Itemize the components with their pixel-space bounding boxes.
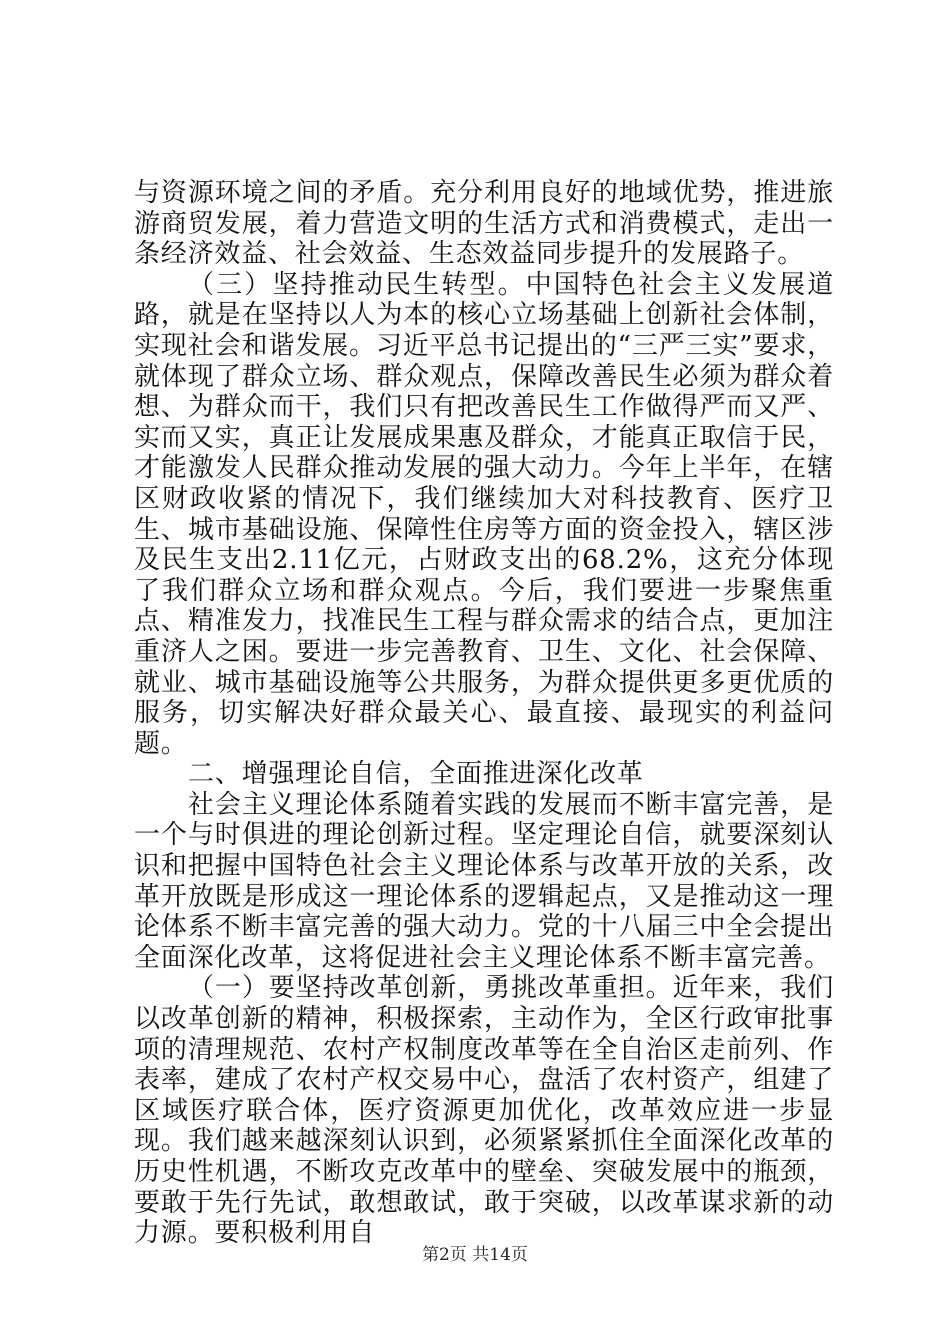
- section-heading: 二、增强理论自信，全面推进深化改革: [188, 759, 644, 790]
- page-number-footer: 第2页 共14页: [422, 1245, 528, 1265]
- paragraph-theory: 社会主义理论体系随着实践的发展而不断丰富完善，是一个与时俱进的理论创新过程。坚定理论自信，就要深刻认识和把握中国特色社会主义理论体系与改革开放的关系，改革开放既是形成这一理论体系的逻辑起点，又是推动这一理论体系不断丰富完善的强大动力。党的十八届三中全会提出全面深化改革，这将促进社会主义理论体系不断丰富完善。: [134, 789, 834, 973]
- paragraph-livelihood: （三）坚持推动民生转型。中国特色社会主义发展道路，就是在坚持以人为本的核心立场基础上创新社会体制，实现社会和谐发展。习近平总书记提出的“三严三实”要求，就体现了群众立场、群众观点，保障改善民生必须为群众着想、为群众而干，我们只有把改善民生工作做得严而又严、实而又实，真正让发展成果惠及群众，才能真正取信于民，才能激发人民群众推动发展的强大动力。今年上半年，在辖区财政收紧的情况下，我们继续加大对科技教育、医疗卫生、城市基础设施、保障性住房等方面的资金投入，辖区涉及民生支出2.11亿元，占财政支出的68.2%，这充分体现了我们群众立场和群众观点。今后，我们要进一步聚焦重点、精准发力，找准民生工程与群众需求的结合点，更加注重济人之困。要进一步完善教育、卫生、文化、社会保障、就业、城市基础设施等公共服务，为群众提供更多更优质的服务，切实解决好群众最关心、最直接、最现实的利益问题。: [134, 269, 834, 759]
- document-body: [134, 178, 834, 1249]
- paragraph-reform: （一）要坚持改革创新，勇挑改革重担。近年来，我们以改革创新的精神，积极探索，主动作为，全区行政审批事项的清理规范、农村产权制度改革等在全自治区走前列、作表率，建成了农村产权交易中心，盘活了农村资产，组建了区域医疗联合体，医疗资源更加优化，改革效应进一步显现。我们越来越深刻认识到，必须紧紧抓住全面深化改革的历史性机遇，不断攻克改革中的壁垒、突破发展中的瓶颈，要敢于先行先试，敢想敢试，敢于突破，以改革谋求新的动力源。要积极利用自: [134, 973, 834, 1249]
- paragraph-continuation: 与资源环境之间的矛盾。充分利用良好的地域优势，推进旅游商贸发展，着力营造文明的生活方式和消费模式，走出一条经济效益、社会效益、生态效益同步提升的发展路子。: [134, 178, 834, 270]
